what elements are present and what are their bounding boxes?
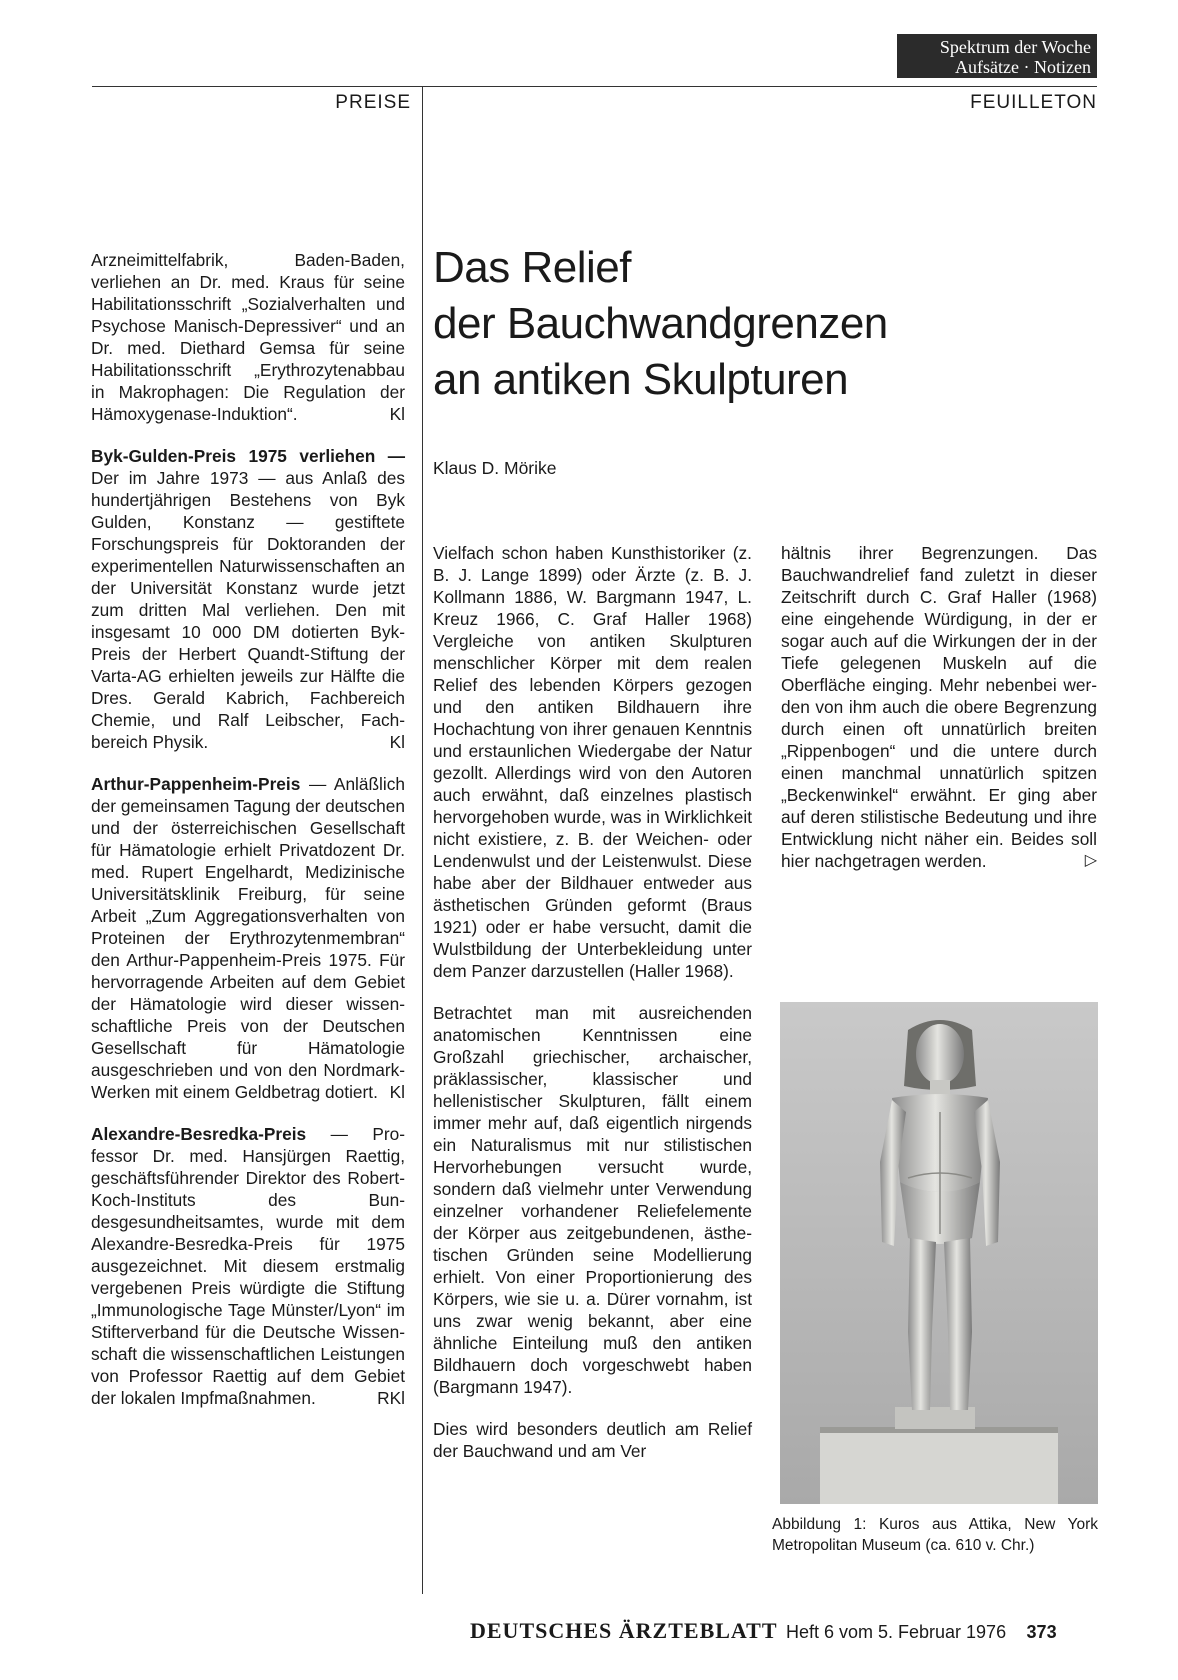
- article-column-2: [781, 542, 1097, 892]
- article-paragraph: hältnis ihrer Begrenzungen. Das Bauchwandrelief fand zuletzt in dieser Zeitschrift durch C. Graf Haller (1968) eine eingehende Würdigung, in der er sogar auch auf die Wirkungen der in der Tiefe gelegenen Muskeln auf die Oberfläche einging. Mehr nebenbei werden von ihm auch die obere Begrenzung durch einen oft unnatürlich breiten „Rippenbogen“ und die untere durch einen manchmal unnatürlich spitzen „Beckenwinkel“ erwähnt. Er ging aber auf deren stilistische Bedeutung und ihre Entwicklung nicht näher ein. Beides soll hier nachgetragen werden.: [781, 543, 1097, 871]
- prize-text: — Anläßlich der gemeinsamen Tagung der deutschen und der österreichischen Gesellschaft für Hämatologie erhielt Privatdozent Dr. med. Rupert Engelhardt, Medizinische Universitätsklinik Freiburg, für seine Arbeit „Zum Aggregationsverhalten von Proteinen der Erythrozytenmembran“ den Arthur-Pappenheim-Preis 1975. Für hervorragende Arbeiten auf dem Gebiet der Hämatologie wird dieser wissenschaftliche Preis von der Deutschen Gesellschaft für Hämatologie ausgeschrieben und von den Nordmark-Werken mit einem Geldbetrag dotiert.: [91, 774, 405, 1102]
- column-divider: [422, 86, 423, 1594]
- signature: Kl: [389, 732, 405, 752]
- signature: RKl: [377, 1388, 405, 1408]
- prize-item: [91, 1123, 405, 1409]
- prize-item: [91, 773, 405, 1103]
- statue-illustration: [780, 1002, 1098, 1504]
- continue-arrow-icon: ▷: [1084, 852, 1097, 869]
- preise-column: [91, 249, 405, 1429]
- figure-caption: Abbildung 1: Kuros aus Attika, New York Metropolitan Museum (ca. 610 v. Chr.): [772, 1516, 1098, 1554]
- prize-heading: Alexandre-Besredka-Preis: [91, 1124, 307, 1144]
- article-column-1: [433, 542, 752, 1482]
- title-line-1: Das Relief: [433, 243, 631, 292]
- article-paragraph: Betrachtet man mit ausreichenden anatomischen Kenntnissen eine Großzahl griechischer, archaischer, präklassischer, klassischer und hellenistischer Skulpturen, fällt einem immer mehr auf, daß eigentlich nirgends ein Naturalismus mit nur stilistischen Hervorhebungen versucht wurde, sondern daß vielmehr unter Verwendung einzelner vorhandener Reliefelemente der Körper aus zeitgebundenen, ästhetischen Gründen seine Modellierung erhielt. Von einer Proportionierung des Körpers, wie sie u. a. Dürer vornahm, ist uns zwar wenig bekannt, aber eine ähnliche Einteilung muß den antiken Bildhauern doch vorgeschwebt haben (Bargmann 1947).: [433, 1003, 752, 1397]
- section-badge: [897, 34, 1097, 78]
- header-rule: [92, 86, 1097, 87]
- preise-intro-text: Arzneimittelfabrik, Baden-Baden, verliehen an Dr. med. Kraus für seine Habilitationsschrift „Sozialverhalten und Psychose Manisch-Depressiver“ und an Dr. med. Diethard Gemsa für seine Habilitationsschrift „Erythrozytenabbau in Makrophagen: Die Regulation der Hämoxygenase-Induktion“.: [91, 250, 405, 424]
- prize-heading: Byk-Gulden-Preis 1975 verliehen —: [91, 446, 405, 466]
- badge-line-1: Spektrum der Woche: [939, 37, 1091, 57]
- title-line-3: an antiken Skulpturen: [433, 355, 849, 404]
- section-label-feuilleton: FEUILLETON: [970, 92, 1097, 113]
- page-number: 373: [1026, 1622, 1057, 1642]
- prize-text: Der im Jahre 1973 — aus Anlaß des hundertjährigen Bestehens von Byk Gulden, Konstanz — gestiftete Forschungspreis für Doktoranden der experimentellen Naturwissenschaften an der Universität Konstanz wurde jetzt zum dritten Mal verliehen. Den mit insgesamt 10 000 DM dotierten Byk-Preis der Herbert Quandt-Stiftung der Varta-AG erhielten jeweils zur Hälfte die Dres. Gerald Kabrich, Fachbereich Chemie, und Ralf Leibscher, Fachbereich Physik.: [91, 468, 405, 752]
- article-paragraph: Dies wird besonders deutlich am Relief der Bauchwand und am Ver: [433, 1419, 752, 1461]
- article-author: Klaus D. Mörike: [433, 458, 557, 478]
- badge-line-2: Aufsätze · Notizen: [955, 57, 1091, 77]
- prize-heading: Arthur-Pappenheim-Preis: [91, 774, 301, 794]
- article-paragraph-wrap: [781, 542, 1097, 872]
- title-line-2: der Bauchwandgrenzen: [433, 299, 888, 348]
- kouros-photograph: [780, 1002, 1098, 1504]
- article-title: [433, 240, 1073, 408]
- preise-intro: [91, 249, 405, 425]
- journal-name: DEUTSCHES ÄRZTEBLATT: [470, 1618, 778, 1643]
- section-label-preise: PREISE: [335, 92, 411, 113]
- signature: Kl: [389, 404, 405, 424]
- prize-item: [91, 445, 405, 753]
- page-footer: [470, 1618, 1057, 1644]
- article-paragraph: Vielfach schon haben Kunsthistoriker (z. B. J. Lange 1899) oder Ärzte (z. B. J. Kollmann 1886, W. Bargmann 1947, L. Kreuz 1966, C. Graf Haller 1968) Vergleiche von antiken Skulpturen menschlicher Körper mit dem realen Relief des lebenden Körpers gezogen und den antiken Bildhauern ihre Hochachtung von ihrer genauen Kenntnis und erstaunlichen Wiedergabe der Natur gezollt. Allerdings wird von den Autoren auch erwähnt, daß einzelnes plastisch hervorgehoben wurde, was in Wirklichkeit nicht existiere, z. B. der Weichen- oder Lendenwulst und der Leistenwulst. Diese habe aber der Bildhauer entweder aus ästhetischen Gründen geformt (Braus 1921) oder er habe versucht, damit die Wulstbildung der Unterbekleidung unter dem Panzer darzustellen (Haller 1968).: [433, 543, 752, 981]
- signature: Kl: [389, 1082, 405, 1102]
- issue-info: Heft 6 vom 5. Februar 1976: [785, 1622, 1007, 1642]
- prize-text: — Professor Dr. med. Hansjürgen Raettig, geschäftsführender Direktor des Robert-Koch-Instituts des Bundesgesundheitsamtes, wurde mit dem Alexandre-Besredka-Preis für 1975 ausgezeichnet. Mit diesem erstmalig vergebenen Preis würdigte die Stiftung „Immunologische Tage Münster/Lyon“ im Stifterverband für die Deutsche Wissenschaft die wissenschaftlichen Leistungen von Professor Raettig auf dem Gebiet der lokalen Impfmaßnahmen.: [91, 1124, 405, 1408]
